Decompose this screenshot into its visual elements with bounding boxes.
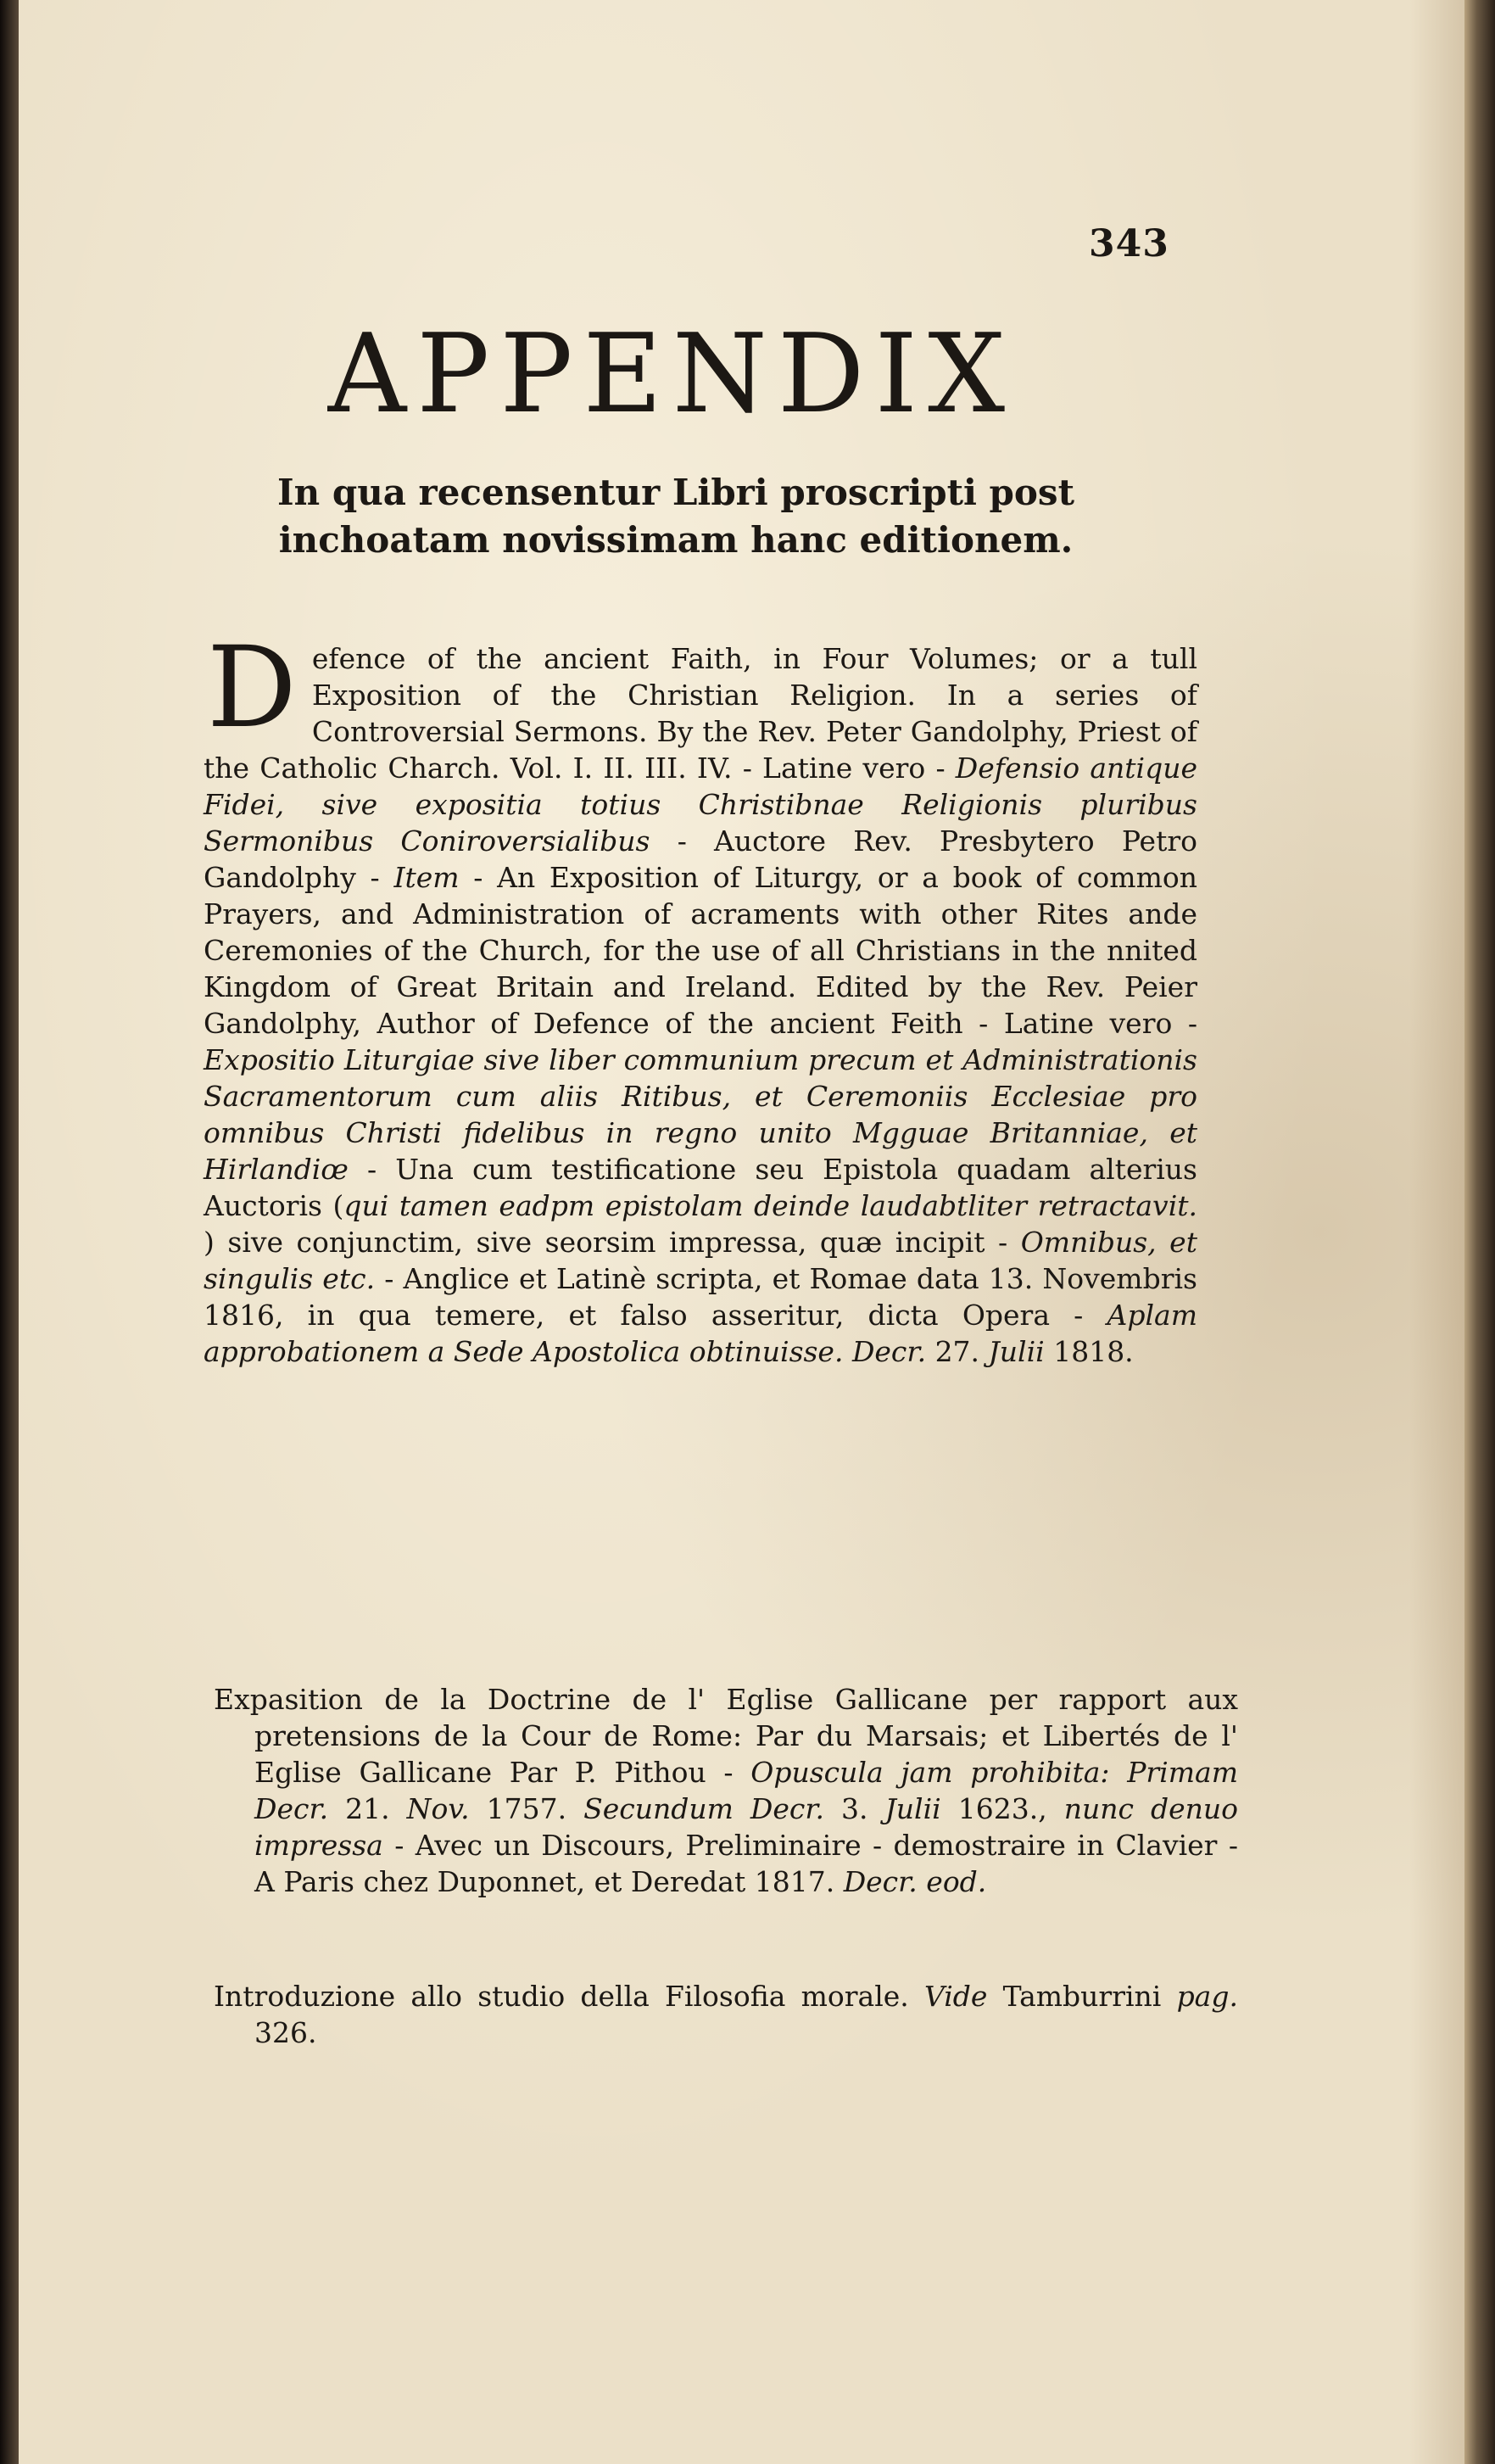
page-number: 343 (1089, 222, 1169, 265)
entry-text: Expasition de la Doctrine de l' Eglise Gallicane per rapport aux pretensions de la Cour de Rome: Par du Marsais; et Libertés de l' Eglise Gallicane Par P. Pithou - (214, 1683, 1238, 1789)
entry-italic: Nov. (406, 1792, 470, 1825)
entry-filosofia-morale (214, 1978, 1238, 2051)
entry-text: - Avec un Discours, Preliminaire - demostraire in Clavier - A Paris chez Duponnet, et Deredat 1817. (254, 1829, 1238, 1898)
entry-text: - Una cum testificatione seu Epistola quadam alterius Auctoris ( (204, 1153, 1197, 1222)
entry-text: - Anglice et Latinè scripta, et Romae data 13. Novembris 1816, in qua temere, et falso asseritur, dicta Opera - (204, 1262, 1197, 1332)
entry-text: - An Exposition of Liturgy, or a book of common Prayers, and Administration of acraments with other Rites ande Ceremonies of the Church, for the use of all Christians in the nnited Kingdom of Great Britain and Ireland. Edited by the Rev. Peier Gandolphy, Author of Defence of the ancient Feith - Latine vero - (204, 861, 1197, 1040)
drop-cap: D (207, 623, 297, 753)
entry-text: 1757. (486, 1792, 567, 1825)
binding-gutter-left (0, 0, 19, 2464)
entry-italic: Expositio Liturgiae sive liber communium precum et Administrationis Sacramentorum cum aliis Ritibus, et Ceremoniis Ecclesiae pro omnibus Christi fidelibus in regno unito Mgguae Britanniae, et Hirlandiœ (204, 1043, 1197, 1186)
entry-italic: Item (393, 861, 460, 894)
entry-italic: Julii (884, 1792, 941, 1825)
entry-italic: nunc denuo impressa (254, 1792, 1238, 1862)
entry-italic: Aplam approbationem a Sede Apostolica obtinuisse. Decr. (204, 1299, 1197, 1368)
entry-doctrine-gallicane (214, 1681, 1238, 1900)
entry-text: 21. (345, 1792, 390, 1825)
entry-text: - Auctore Rev. Presbytero Petro Gandolphy - (204, 824, 1197, 894)
entry-text: 326. (254, 2016, 317, 2049)
entry-italic: qui tamen eadpm epistolam deinde laudabtliter retractavit. (343, 1189, 1197, 1222)
entry-italic: Defensio antique Fidei, sive expositia totius Christibnae Religionis pluribus Sermonibus Coniroversialibus (204, 751, 1197, 858)
entry-text: 1818. (1053, 1335, 1134, 1368)
entry-italic: Decr. eod. (843, 1865, 987, 1898)
book-page (19, 0, 1464, 2464)
page-title: APPENDIX (327, 311, 1016, 438)
entry-italic: Julii (988, 1335, 1045, 1368)
entry-text: 27. (934, 1335, 980, 1368)
entry-text: efence of the ancient Faith, in Four Volumes; or a tull Exposition of the Christian Religion. In a series of Controversial Sermons. By the Rev. Peter Gandolphy, Priest of the Catholic Charch. Vol. I. II. III. IV. - Latine vero - (204, 642, 1197, 785)
entry-italic: Omnibus, et singulis etc. (204, 1226, 1197, 1295)
entry-italic: pag. (1176, 1980, 1238, 2013)
entry-text: Introduzione allo studio della Filosofia morale. (214, 1980, 909, 2013)
entry-italic: Secundum Decr. (583, 1792, 825, 1825)
page-subtitle: In qua recensentur Libri proscripti post inchoatam novissimam hanc editionem. (277, 472, 1074, 561)
entry-text: 3. (841, 1792, 868, 1825)
entry-italic: Vide (923, 1980, 988, 2013)
entry-italic: Opuscula jam prohibita: Primam Decr. (254, 1756, 1238, 1825)
binding-gutter-right (1464, 0, 1495, 2464)
entry-text: ) sive conjunctim, sive seorsim impressa, quæ incipit - (204, 1226, 1008, 1259)
entry-text: 1623., (957, 1792, 1047, 1825)
entry-text: Tamburrini (1002, 1980, 1162, 2013)
entry-gandolphy (204, 623, 1197, 1370)
